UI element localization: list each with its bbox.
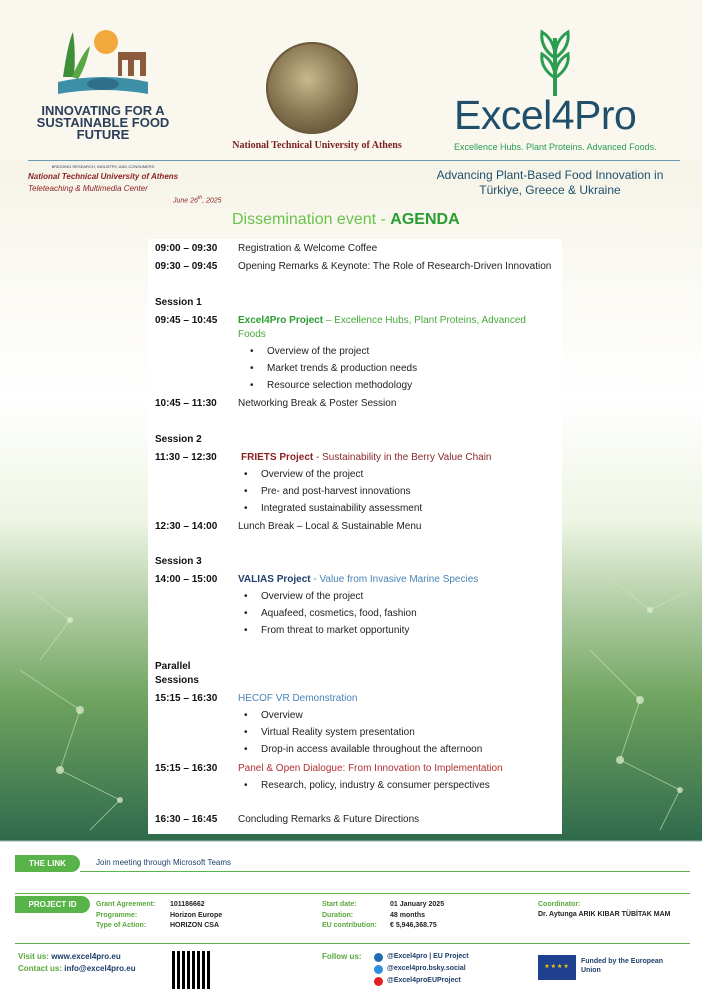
food-future-logo-icon (28, 22, 178, 102)
action-value: HORIZON CSA (170, 922, 219, 929)
session-1-desc: – Excellence Hubs, Plant Proteins, Advanced (323, 315, 526, 326)
session-3-time: 14:00 – 15:00 (155, 574, 218, 585)
start-value: 01 January 2025 (390, 901, 445, 908)
university-name: National Technical University of Athens (232, 140, 402, 151)
project-id-label: PROJECT ID (15, 896, 90, 913)
grant-value: 101186662 (170, 901, 205, 908)
social-youtube[interactable]: @Excel4proEUProject (387, 977, 461, 984)
session-2-heading: Session 2 (155, 434, 202, 445)
coordinator-label: Coordinator: (538, 901, 581, 908)
session-2-desc: - Sustainability in the Berry Value Chain (313, 452, 492, 463)
action-label: Type of Action: (96, 922, 147, 929)
youtube-icon[interactable] (374, 977, 383, 986)
parallel-1-bullet: • Overview (261, 710, 303, 721)
agenda-title-bold: AGENDA (390, 211, 460, 228)
session-1-bullet: • Resource selection methodology (267, 380, 412, 391)
date-suffix: th (197, 195, 203, 201)
session-3-heading: Session 3 (155, 556, 202, 567)
brand-name: Excel4Pro (454, 92, 637, 138)
ntua-seal-icon (266, 42, 358, 134)
project-divider (15, 893, 690, 894)
session-3-bullet: • Aquafeed, cosmetics, food, fashion (261, 608, 417, 619)
session-3-title (238, 574, 478, 585)
teams-link[interactable]: Join meeting through Microsoft Teams (96, 858, 232, 867)
start-label: Start date: (322, 901, 357, 908)
social-bluesky[interactable]: @excel4pro.bsky.social (387, 965, 466, 972)
session-2-bullet: • Integrated sustainability assessment (261, 503, 422, 514)
duration-label: Duration: (322, 912, 354, 919)
link-divider (80, 871, 690, 872)
qr-code-icon[interactable] (172, 951, 210, 989)
session-1-bullet: • Market trends & production needs (267, 363, 417, 374)
contact-label: Contact us: (18, 964, 65, 973)
social-linkedin[interactable]: @Excel4pro | EU Project (387, 953, 469, 960)
session-3-project: VALIAS Project (238, 574, 311, 585)
session-3-desc: - Value from Invasive Marine Species (310, 574, 479, 585)
contribution-value: € 5,946,368.75 (390, 922, 437, 929)
lunch-time: 12:30 – 14:00 (155, 521, 218, 532)
visit-label: Visit us: (18, 952, 52, 961)
wheat-sprout-icon (530, 18, 580, 98)
parallel-1-bullet: • Drop-in access available throughout the afternoon (261, 744, 482, 755)
registration-activity: Registration & Welcome Coffee (238, 243, 378, 254)
session-2-project: FRIETS Project (241, 452, 314, 463)
agenda-title-prefix: Dissemination event - (232, 211, 391, 228)
session-2-bullet: • Pre- and post-harvest innovations (261, 486, 411, 497)
contact-divider (15, 943, 690, 944)
event-date (173, 195, 222, 204)
grant-label: Grant Agreement: (96, 901, 156, 908)
parallel-1-title: HECOF VR Demonstration (238, 693, 358, 704)
parallel-heading (155, 660, 199, 688)
coordinator-value: Dr. Aytunga ARIK KIBAR TÜBİTAK MAM (538, 911, 671, 918)
session-1-bullet: • Overview of the project (267, 346, 369, 357)
registration-time: 09:00 – 09:30 (155, 243, 218, 254)
date-year: , 2025 (202, 197, 222, 205)
parallel-heading-line2: Sessions (155, 675, 199, 686)
parallel-1-time: 15:15 – 16:30 (155, 693, 218, 704)
eu-flag-icon: ★★★★ (538, 955, 576, 980)
header-divider (28, 160, 680, 161)
session-1-desc-cont: Foods (238, 329, 266, 340)
opening-activity: Opening Remarks & Keynote: The Role of Research-Driven Innovation (238, 261, 552, 272)
parallel-2-time: 15:15 – 16:30 (155, 763, 218, 774)
session-1-heading: Session 1 (155, 297, 202, 308)
session-1-time: 09:45 – 10:45 (155, 315, 218, 326)
website-link[interactable]: www.excel4pro.eu (51, 952, 121, 961)
contribution-label: EU contribution: (322, 922, 377, 929)
organizer-name: National Technical University of Athens (28, 172, 179, 181)
innovating-logo (28, 22, 178, 169)
contact-line (18, 964, 136, 973)
programme-value: Horizon Europe (170, 912, 223, 919)
logo-subtitle: BRIDGING RESEARCH, INDUSTRY, AND CONSUMERS (51, 164, 155, 169)
linkedin-icon[interactable] (374, 953, 383, 962)
programme-label: Programme: (96, 912, 138, 919)
session-2-bullet: • Overview of the project (261, 469, 363, 480)
session-2-time: 11:30 – 12:30 (155, 452, 217, 463)
opening-time: 09:30 – 09:45 (155, 261, 218, 272)
brand-tagline: Excellence Hubs. Plant Proteins. Advanced Foods. (454, 142, 657, 152)
session-1-title (238, 315, 526, 326)
email-link[interactable]: info@excel4pro.eu (64, 964, 136, 973)
session-3-bullet: • From threat to market opportunity (261, 625, 409, 636)
parallel-heading-line1: Parallel (155, 661, 191, 672)
agenda-title (232, 211, 460, 229)
date-day: June 26 (173, 197, 198, 205)
parallel-2-bullet: • Research, policy, industry & consumer perspectives (261, 780, 490, 791)
parallel-2-title: Panel & Open Dialogue: From Innovation to Implementation (238, 763, 503, 774)
duration-value: 48 months (390, 912, 426, 919)
visit-line (18, 952, 121, 961)
parallel-1-bullet: • Virtual Reality system presentation (261, 727, 415, 738)
break-1-activity: Networking Break & Poster Session (238, 398, 397, 409)
bluesky-icon[interactable] (374, 965, 383, 974)
lunch-activity: Lunch Break – Local & Sustainable Menu (238, 521, 422, 532)
follow-label: Follow us: (322, 952, 362, 961)
the-link-label: THE LINK (15, 855, 80, 872)
closing-activity: Concluding Remarks & Future Directions (238, 814, 420, 825)
logo-title: INNOVATING FOR A SUSTAINABLE FOOD FUTURE (36, 103, 170, 142)
eu-funding-text: Funded by the European Union (581, 958, 664, 974)
session-3-bullet: • Overview of the project (261, 591, 363, 602)
closing-time: 16:30 – 16:45 (155, 814, 218, 825)
session-1-project: Excel4Pro Project (238, 315, 324, 326)
organizer-center: Teleteaching & Multimedia Center (28, 184, 148, 193)
event-headline: Advancing Plant-Based Food Innovation in Türkiye, Greece & Ukraine (436, 168, 664, 197)
break-1-time: 10:45 – 11:30 (155, 398, 217, 409)
session-2-title (241, 452, 492, 463)
